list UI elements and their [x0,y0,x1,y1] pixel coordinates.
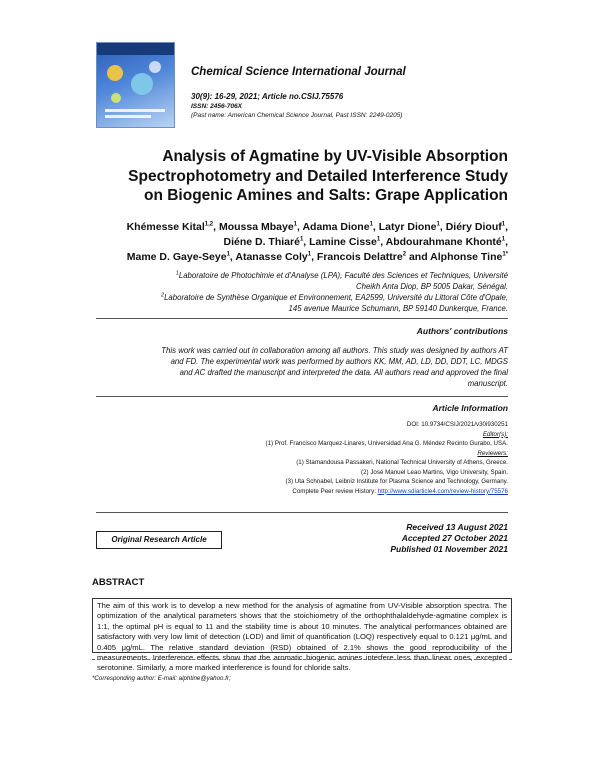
reviewers-label: Reviewers: [477,449,508,457]
author-line-3: Mame D. Gaye-Seye$^1$, Atanasse Coly$^1$, Francois Delattre$^2$ and Alphonse Tine$^{1*}$ [126,251,508,263]
accepted-date: Accepted 27 October 2021 [401,533,508,543]
affiliation-2-line-1: $^2$Laboratoire de Synthèse Organique et Environnement, EA2599, Université du Littoral Côte d'Opale, [161,292,508,302]
article-info [96,420,508,496]
author-list [96,220,508,265]
divider [96,512,508,513]
abstract-text: The aim of this work is to develop a new method for the analysis of agmatine from UV-Visible absorption spectra. The optimization of the analytical parameters shows that the stoichiometry of the orthophthalaldehyde-agmatine complex is 1:1, the optimal pH is equal to 11 and the stability time is about 10 minutes. The analytical performances obtained are satisfactory with very low limit of detection (LOD) and limit of quantification (LOQ) respectively equal to 0.121 μg/mL and 0.405 μg/mL. The relative standard deviation (RSD) obtained of 2.1% shows the good reproducibility of the measurements. Interference effects show that the aromatic biogenic amines interfere less than linear ones, excepted serotonine. Similarly, a more marked interference is found for chloride salts. [92,598,512,653]
past-issn: (Past name: American Chemical Science Journal, Past ISSN: 2249-0205) [191,112,403,119]
affiliations [96,270,508,314]
journal-title: Chemical Science International Journal [191,66,406,78]
journal-cover-image [96,42,175,128]
volume-line: 30(9): 16-29, 2021; Article no.CSIJ.75576 [191,92,344,101]
author-line-2: Diéne D. Thiaré$^1$, Lamine Cisse$^1$, Abdourahmane Khonté$^1$, [223,236,508,248]
contributions-heading: Authors' contributions [416,326,508,336]
corresponding-author-footnote: *Corresponding author: E-mail: alphtine@yahoo.fr; [92,675,231,682]
title-line: on Biogenic Amines and Salts: Grape Application [143,187,508,204]
issn: ISSN: 2456-706X [191,103,242,110]
doi: DOI: 10.9734/CSIJ/2021/v30i930251 [406,421,508,428]
paper-title [96,147,508,206]
received-date: Received 13 August 2021 [406,522,508,532]
reviewer-2: (2) José Manuel Leao Martins, Vigo University, Spain. [361,468,508,476]
reviewer-1: (1) Stamandousa Passakeri, National Technical University of Athens, Greece. [296,459,508,466]
review-history: Complete Peer review History: http://www.sdiarticle4.com/review-history/75576 [292,487,508,495]
editor-1: (1) Prof. Francisco Marquez-Linares, Universidad Ana G. Méndez Recinto Gurabo, USA. [265,440,508,447]
divider [96,318,508,319]
divider [96,396,508,397]
footer-divider [92,659,512,660]
reviewer-3: (3) Uta Schnabel, Leibniz Institute for Plasma Science and Technology, Germany. [285,478,508,485]
author-line-1: Khémesse Kital$^{1,2}$, Moussa Mbaye$^1$, Adama Dione$^1$, Latyr Dione$^1$, Diéry Diouf$^1$, [126,221,508,233]
affiliation-1-line-2: Cheikh Anta Diop, BP 5005 Dakar, Sénégal. [356,282,508,291]
review-history-link[interactable]: http://www.sdiarticle4.com/review-history/75576 [377,487,508,495]
article-dates [390,522,508,555]
abstract-heading: ABSTRACT [92,577,145,588]
published-date: Published 01 November 2021 [390,544,508,554]
editors-label: Editor(s): [482,430,508,438]
affiliation-1-line-1: $^1$Laboratoire de Photochimie et d'Analyse (LPA), Faculté des Sciences et Techniques, Université [175,270,508,280]
contributions-text: This work was carried out in collaboration among all authors. This study was designed by authors AT and FD. The experimental work was performed by authors KK, MM, AD, LD, DD, DDT, LC, MDGS and AC drafted the manuscript and interpreted the data. All authors read and approved the final manuscript. [161,346,508,388]
affiliation-2-line-2: 145 avenue Maurice Schumann, BP 59140 Dunkerque, France. [288,304,508,313]
title-line: Analysis of Agmatine by UV-Visible Absorption [162,148,508,165]
article-type-box: Original Research Article [96,531,222,549]
article-info-heading: Article Information [432,403,508,413]
title-line: Spectrophotometry and Detailed Interference Study [128,167,508,185]
